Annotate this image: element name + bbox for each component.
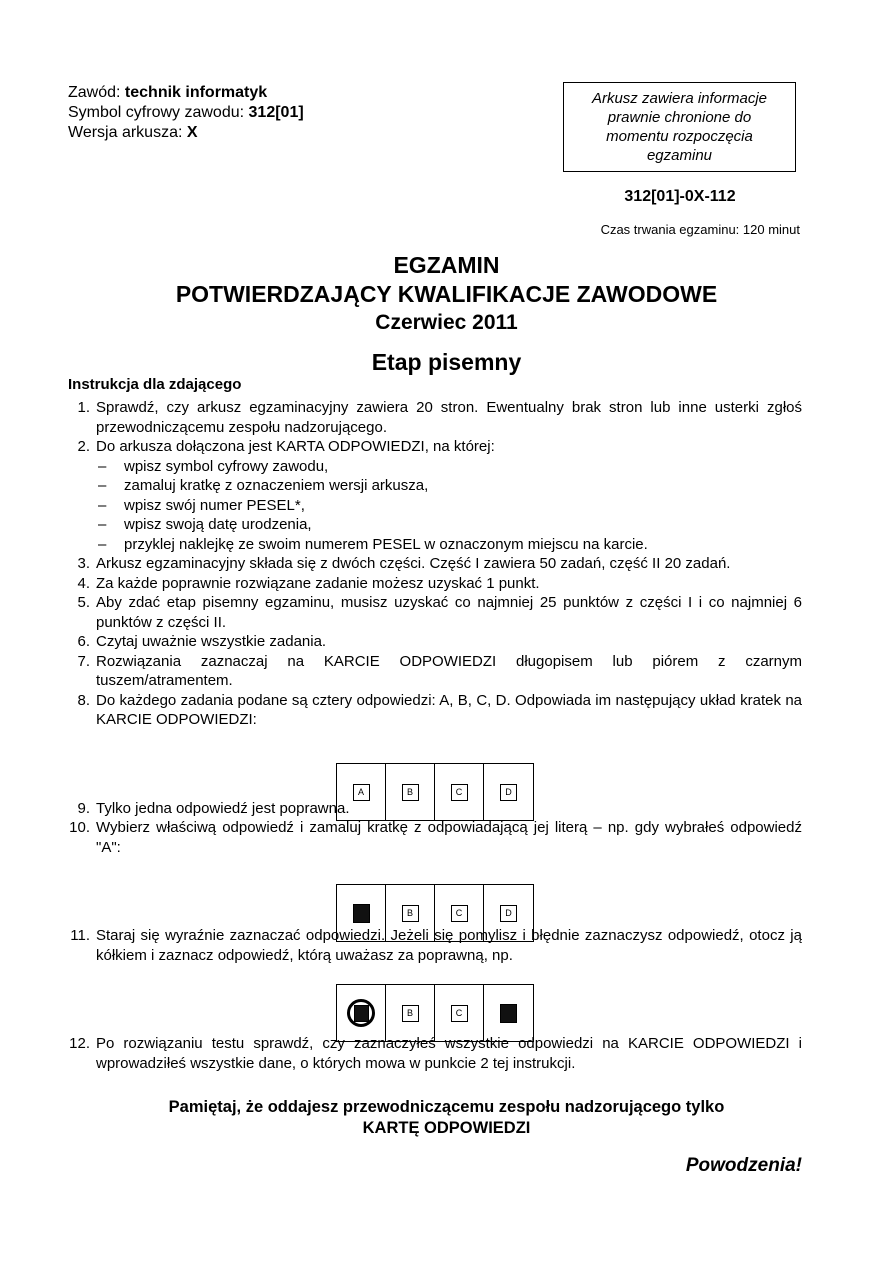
answer-grid-example-corrected [336,984,534,1042]
answer-cell [435,885,484,941]
sub-list-item: – zamaluj kratkę z oznaczeniem wersji arkusza, [98,477,429,494]
title-qualification: POTWIERDZAJĄCY KWALIFIKACJE ZAWODOWE [175,281,718,307]
answer-cell [386,764,435,820]
exam-duration: Czas trwania egzaminu: 120 minut [600,222,800,237]
symbol-value: 312[01] [248,104,304,121]
answer-cell [484,885,533,941]
sub-list-item: – wpisz swoją datę urodzenia, [98,516,312,533]
profession-line: Zawód: technik informatyk [68,84,268,101]
protected-info-notice: Arkusz zawiera informacje prawnie chronione do momentu rozpoczęcia egzaminu [563,82,796,172]
answer-sheet-reminder: Pamiętaj, że oddajesz przewodniczącemu zespołu nadzorującego tylko KARTĘ ODPOWIEDZI [168,1098,725,1137]
title-exam: EGZAMIN [393,252,500,278]
correction-circle [347,999,375,1027]
answer-box-d-filled [500,1004,517,1023]
answer-box-b: B [402,1005,419,1022]
list-item: 1. Sprawdź, czy arkusz egzaminacyjny zawiera 20 stron. Ewentualny brak stron lub inne usterki zgłoś przewodniczącemu zespołu nadzorującego. [77,399,802,436]
sheet-code: 312[01]-0X-112 [624,188,736,205]
answer-cell [435,764,484,820]
list-item: 12. Po rozwiązaniu testu sprawdź, czy zaznaczyłeś wszystkie odpowiedzi na KARCIE ODPOWIEDZI i wprowadziłeś wszystkie dane, o których mowa w punkcie 2 tej instrukcji. [69,1035,802,1072]
answer-cell [484,985,533,1041]
answer-grid-example-empty [336,763,534,821]
list-item: 5. Aby zdać etap pisemny egzaminu, musisz uzyskać co najmniej 25 punktów z części I i co najmniej 6 punktów z części II. [77,594,802,631]
list-item: 10. Wybierz właściwą odpowiedź i zamaluj kratkę z odpowiadającą jej literą – np. gdy wybrałeś odpowiedź "A": [69,819,802,856]
list-item: 3. Arkusz egzaminacyjny składa się z dwóch części. Część I zawiera 50 zadań, część II 20 zadań. [77,555,731,572]
answer-box-a-filled [354,1005,369,1022]
sub-list-item: – wpisz swój numer PESEL*, [98,496,305,514]
answer-cell [337,985,386,1041]
answer-box-d: D [500,784,517,801]
answer-grid-example-marked [336,884,534,942]
answer-box-a-filled [353,904,370,923]
title-session: Czerwiec 2011 [375,311,518,334]
answer-cell [337,885,386,941]
answer-cell [386,885,435,941]
answer-box-d: D [500,905,517,922]
answer-cell [386,985,435,1041]
list-item: 6. Czytaj uważnie wszystkie zadania. [77,633,327,650]
list-item: 4. Za każde poprawnie rozwiązane zadanie możesz uzyskać 1 punkt. [77,574,540,592]
title-stage: Etap pisemny [371,349,522,375]
answer-cell [484,764,533,820]
instructions-list [58,398,802,1073]
exam-identification [68,83,304,143]
answer-box-a: A [353,784,370,801]
list-item: 11. Staraj się wyraźnie zaznaczać odpowiedzi. Jeżeli się pomylisz i błędnie zaznaczysz odpowiedź, otocz ją kółkiem i zaznacz odpowiedź, którą uważasz za poprawną, np. [70,927,802,964]
answer-box-c: C [451,905,468,922]
answer-box-c: C [451,1005,468,1022]
answer-cell [337,764,386,820]
profession-value: technik informatyk [124,84,268,101]
instructions-heading: Instrukcja dla zdającego [68,376,242,393]
good-luck-text: Powodzenia! [685,1155,802,1176]
sub-list-item: – wpisz symbol cyfrowy zawodu, [98,457,329,475]
list-item: 7. Rozwiązania zaznaczaj na KARCIE ODPOWIEDZI długopisem lub piórem z czarnym tuszem/atramentem. [77,652,802,689]
symbol-line: Symbol cyfrowy zawodu: 312[01] [68,104,304,121]
list-item: 2. Do arkusza dołączona jest KARTA ODPOWIEDZI, na której: [77,438,495,455]
version-value: X [186,124,198,141]
list-item: 9. Tylko jedna odpowiedź jest poprawna. [77,799,350,817]
version-line: Wersja arkusza: X [68,124,198,141]
list-item: 8. Do każdego zadania podane są cztery odpowiedzi: A, B, C, D. Odpowiada im następujący układ kratek na KARCIE ODPOWIEDZI: [77,691,802,728]
sub-list-item: – przyklej naklejkę ze swoim numerem PESEL w oznaczonym miejscu na karcie. [98,535,648,553]
answer-box-b: B [402,784,419,801]
answer-cell [435,985,484,1041]
answer-box-c: C [451,784,468,801]
answer-box-b: B [402,905,419,922]
